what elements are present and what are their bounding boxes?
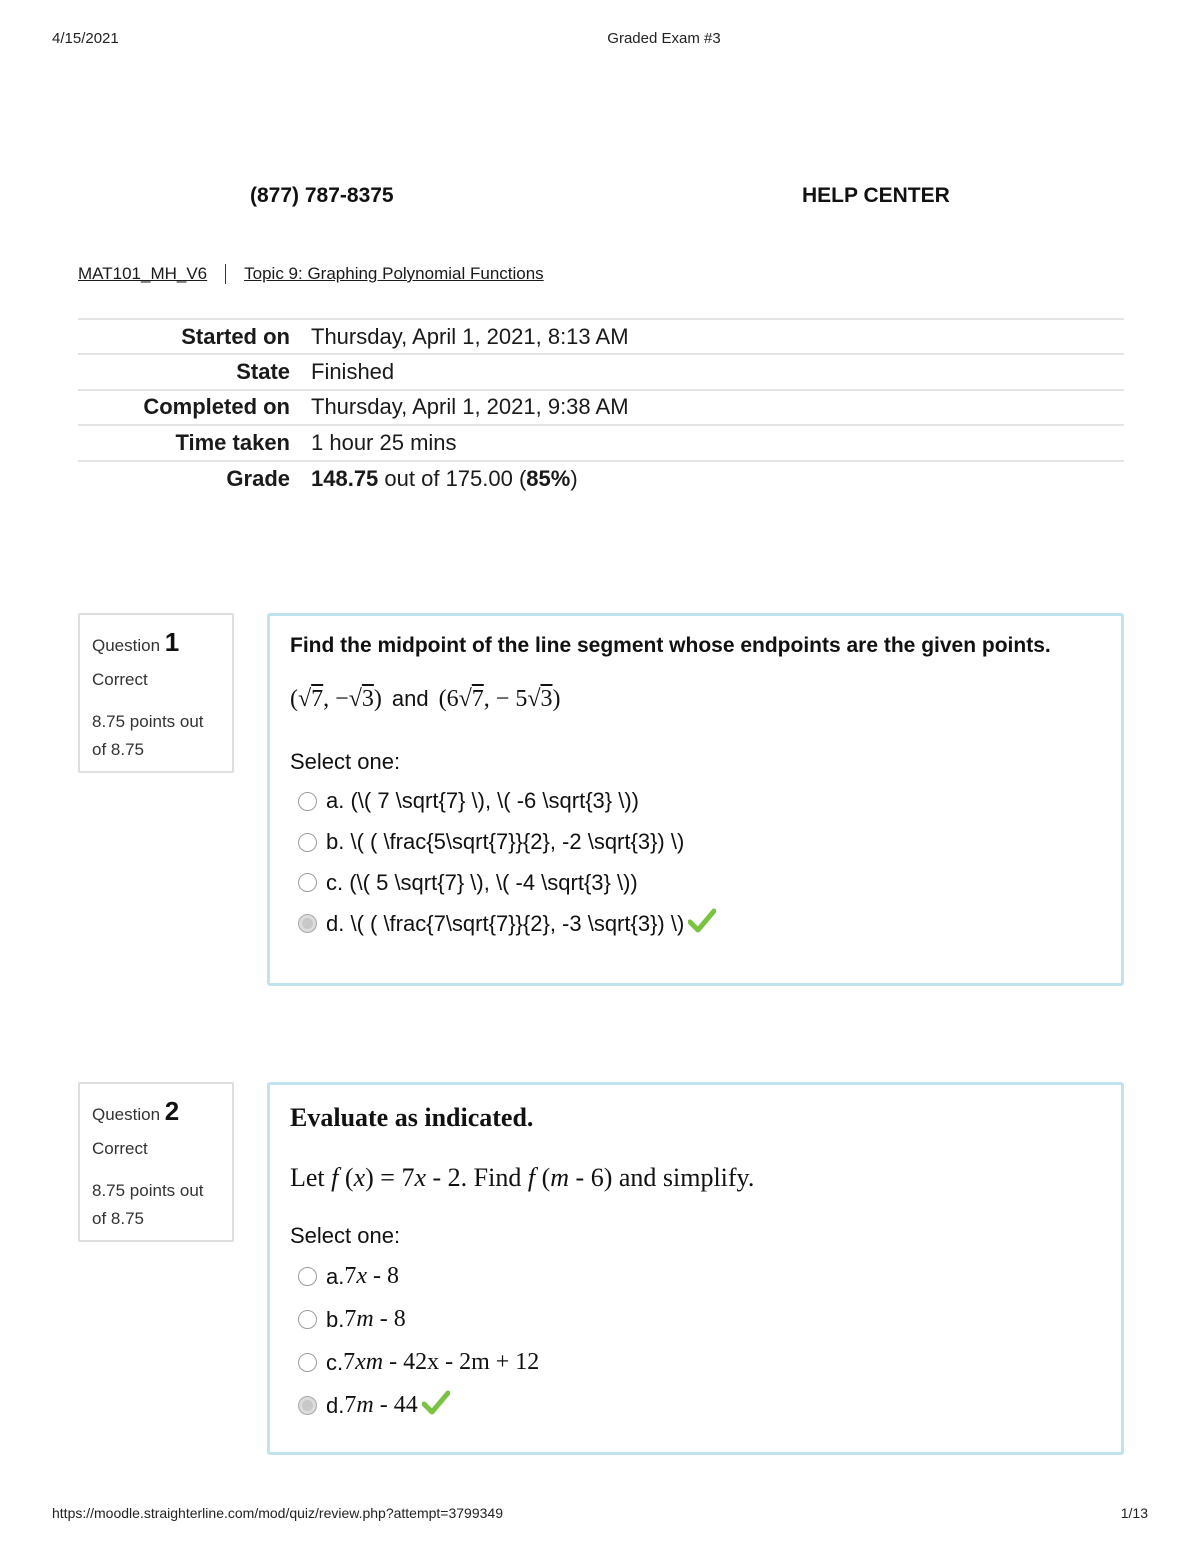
print-page-number: 1/13 [1120, 1505, 1148, 1521]
answer-letter: d. [326, 1392, 345, 1418]
summary-label: Time taken [78, 425, 290, 460]
select-one-label: Select one: [290, 749, 401, 774]
radio-button[interactable] [298, 1310, 317, 1329]
answer-letter: c. [326, 1349, 344, 1375]
grade-out-of: out of 175.00 ( [378, 465, 527, 491]
breadcrumb-topic-link[interactable]: Topic 9: Graphing Polynomial Functions [244, 264, 544, 283]
print-title: Graded Exam #3 [607, 30, 721, 47]
question-number-value: 1 [164, 627, 180, 657]
question-1-info [78, 613, 234, 773]
question-prompt: Find the midpoint of the line segment whose endpoints are the given points. [290, 634, 1051, 657]
answer-option-a[interactable] [290, 1255, 1101, 1298]
summary-value: Finished [290, 354, 1124, 389]
radio-button[interactable] [298, 873, 317, 892]
answer-list [290, 1255, 1101, 1427]
answer-option-b[interactable] [290, 822, 1101, 863]
radio-button[interactable] [298, 1267, 317, 1286]
summary-value: Thursday, April 1, 2021, 8:13 AM [290, 319, 1124, 354]
question-2-content [267, 1082, 1124, 1455]
print-date: 4/15/2021 [52, 30, 119, 47]
grade-percent: 85% [526, 465, 571, 491]
answer-text: a. (\( 7 \sqrt{7} \), \( -6 \sqrt{3} \)) [326, 788, 639, 814]
summary-row [78, 425, 1124, 460]
grade-close: ) [570, 465, 578, 491]
summary-label: Grade [78, 461, 290, 496]
question-label: Question [92, 1105, 161, 1124]
question-number [92, 1096, 220, 1127]
question-1-content [267, 613, 1124, 986]
breadcrumb-separator [225, 264, 226, 284]
answer-math: 7x - 8 [344, 1263, 400, 1289]
summary-value: 1 hour 25 mins [290, 425, 1124, 460]
radio-button-selected[interactable] [298, 914, 317, 933]
answer-math: 7m - 8 [344, 1306, 406, 1332]
question-2-info [78, 1082, 234, 1242]
summary-row-grade [78, 461, 1124, 496]
question-grade: 8.75 points out of 8.75 [92, 712, 204, 759]
breadcrumb [78, 264, 544, 284]
checkmark-icon [422, 1390, 450, 1422]
question-formula: (√7, −√3) and (6√7, − 5√3) [290, 686, 561, 712]
answer-letter: a. [326, 1263, 345, 1289]
answer-math: 7m - 44 [344, 1392, 418, 1418]
answer-text: b. \( ( \frac{5\sqrt{7}}{2}, -2 \sqrt{3}) \) [326, 829, 685, 855]
summary-label: Started on [78, 319, 290, 354]
question-number-value: 2 [164, 1096, 180, 1126]
summary-label: State [78, 354, 290, 389]
checkmark-icon [688, 908, 716, 940]
grade-value [290, 461, 1124, 496]
help-center-link[interactable]: HELP CENTER [802, 184, 950, 207]
question-label: Question [92, 636, 161, 655]
radio-button[interactable] [298, 792, 317, 811]
question-grade: 8.75 points out of 8.75 [92, 1181, 204, 1228]
print-url: https://moodle.straighterline.com/mod/quiz/review.php?attempt=3799349 [52, 1505, 503, 1521]
answer-text: d. \( ( \frac{7\sqrt{7}}{2}, -3 \sqrt{3}) \) [326, 910, 685, 936]
summary-row [78, 354, 1124, 389]
select-one-label: Select one: [290, 1223, 401, 1248]
grade-score: 148.75 [311, 465, 379, 491]
radio-button[interactable] [298, 1353, 317, 1372]
answer-option-d[interactable] [290, 903, 1101, 944]
answer-option-a[interactable] [290, 781, 1101, 822]
answer-list [290, 781, 1101, 944]
support-phone[interactable]: (877) 787-8375 [250, 184, 394, 207]
answer-text: c. (\( 5 \sqrt{7} \), \( -4 \sqrt{3} \)) [326, 869, 638, 895]
radio-button-selected[interactable] [298, 1396, 317, 1415]
breadcrumb-course-link[interactable]: MAT101_MH_V6 [78, 264, 208, 283]
answer-option-c[interactable] [290, 863, 1101, 904]
radio-button[interactable] [298, 833, 317, 852]
summary-value: Thursday, April 1, 2021, 9:38 AM [290, 390, 1124, 425]
question-prompt: Evaluate as indicated. [290, 1103, 534, 1132]
summary-row [78, 319, 1124, 354]
question-formula: Let f (x) = 7x - 2. Find f (m - 6) and simplify. [290, 1163, 755, 1192]
answer-option-b[interactable] [290, 1298, 1101, 1341]
question-state: Correct [92, 670, 148, 689]
question-state: Correct [92, 1139, 148, 1158]
answer-option-c[interactable] [290, 1341, 1101, 1384]
attempt-summary-table [78, 318, 1124, 496]
summary-row [78, 390, 1124, 425]
answer-math: 7xm - 42x - 2m + 12 [343, 1349, 540, 1375]
answer-option-d[interactable] [290, 1384, 1101, 1427]
answer-letter: b. [326, 1306, 345, 1332]
summary-label: Completed on [78, 390, 290, 425]
question-number [92, 627, 220, 658]
